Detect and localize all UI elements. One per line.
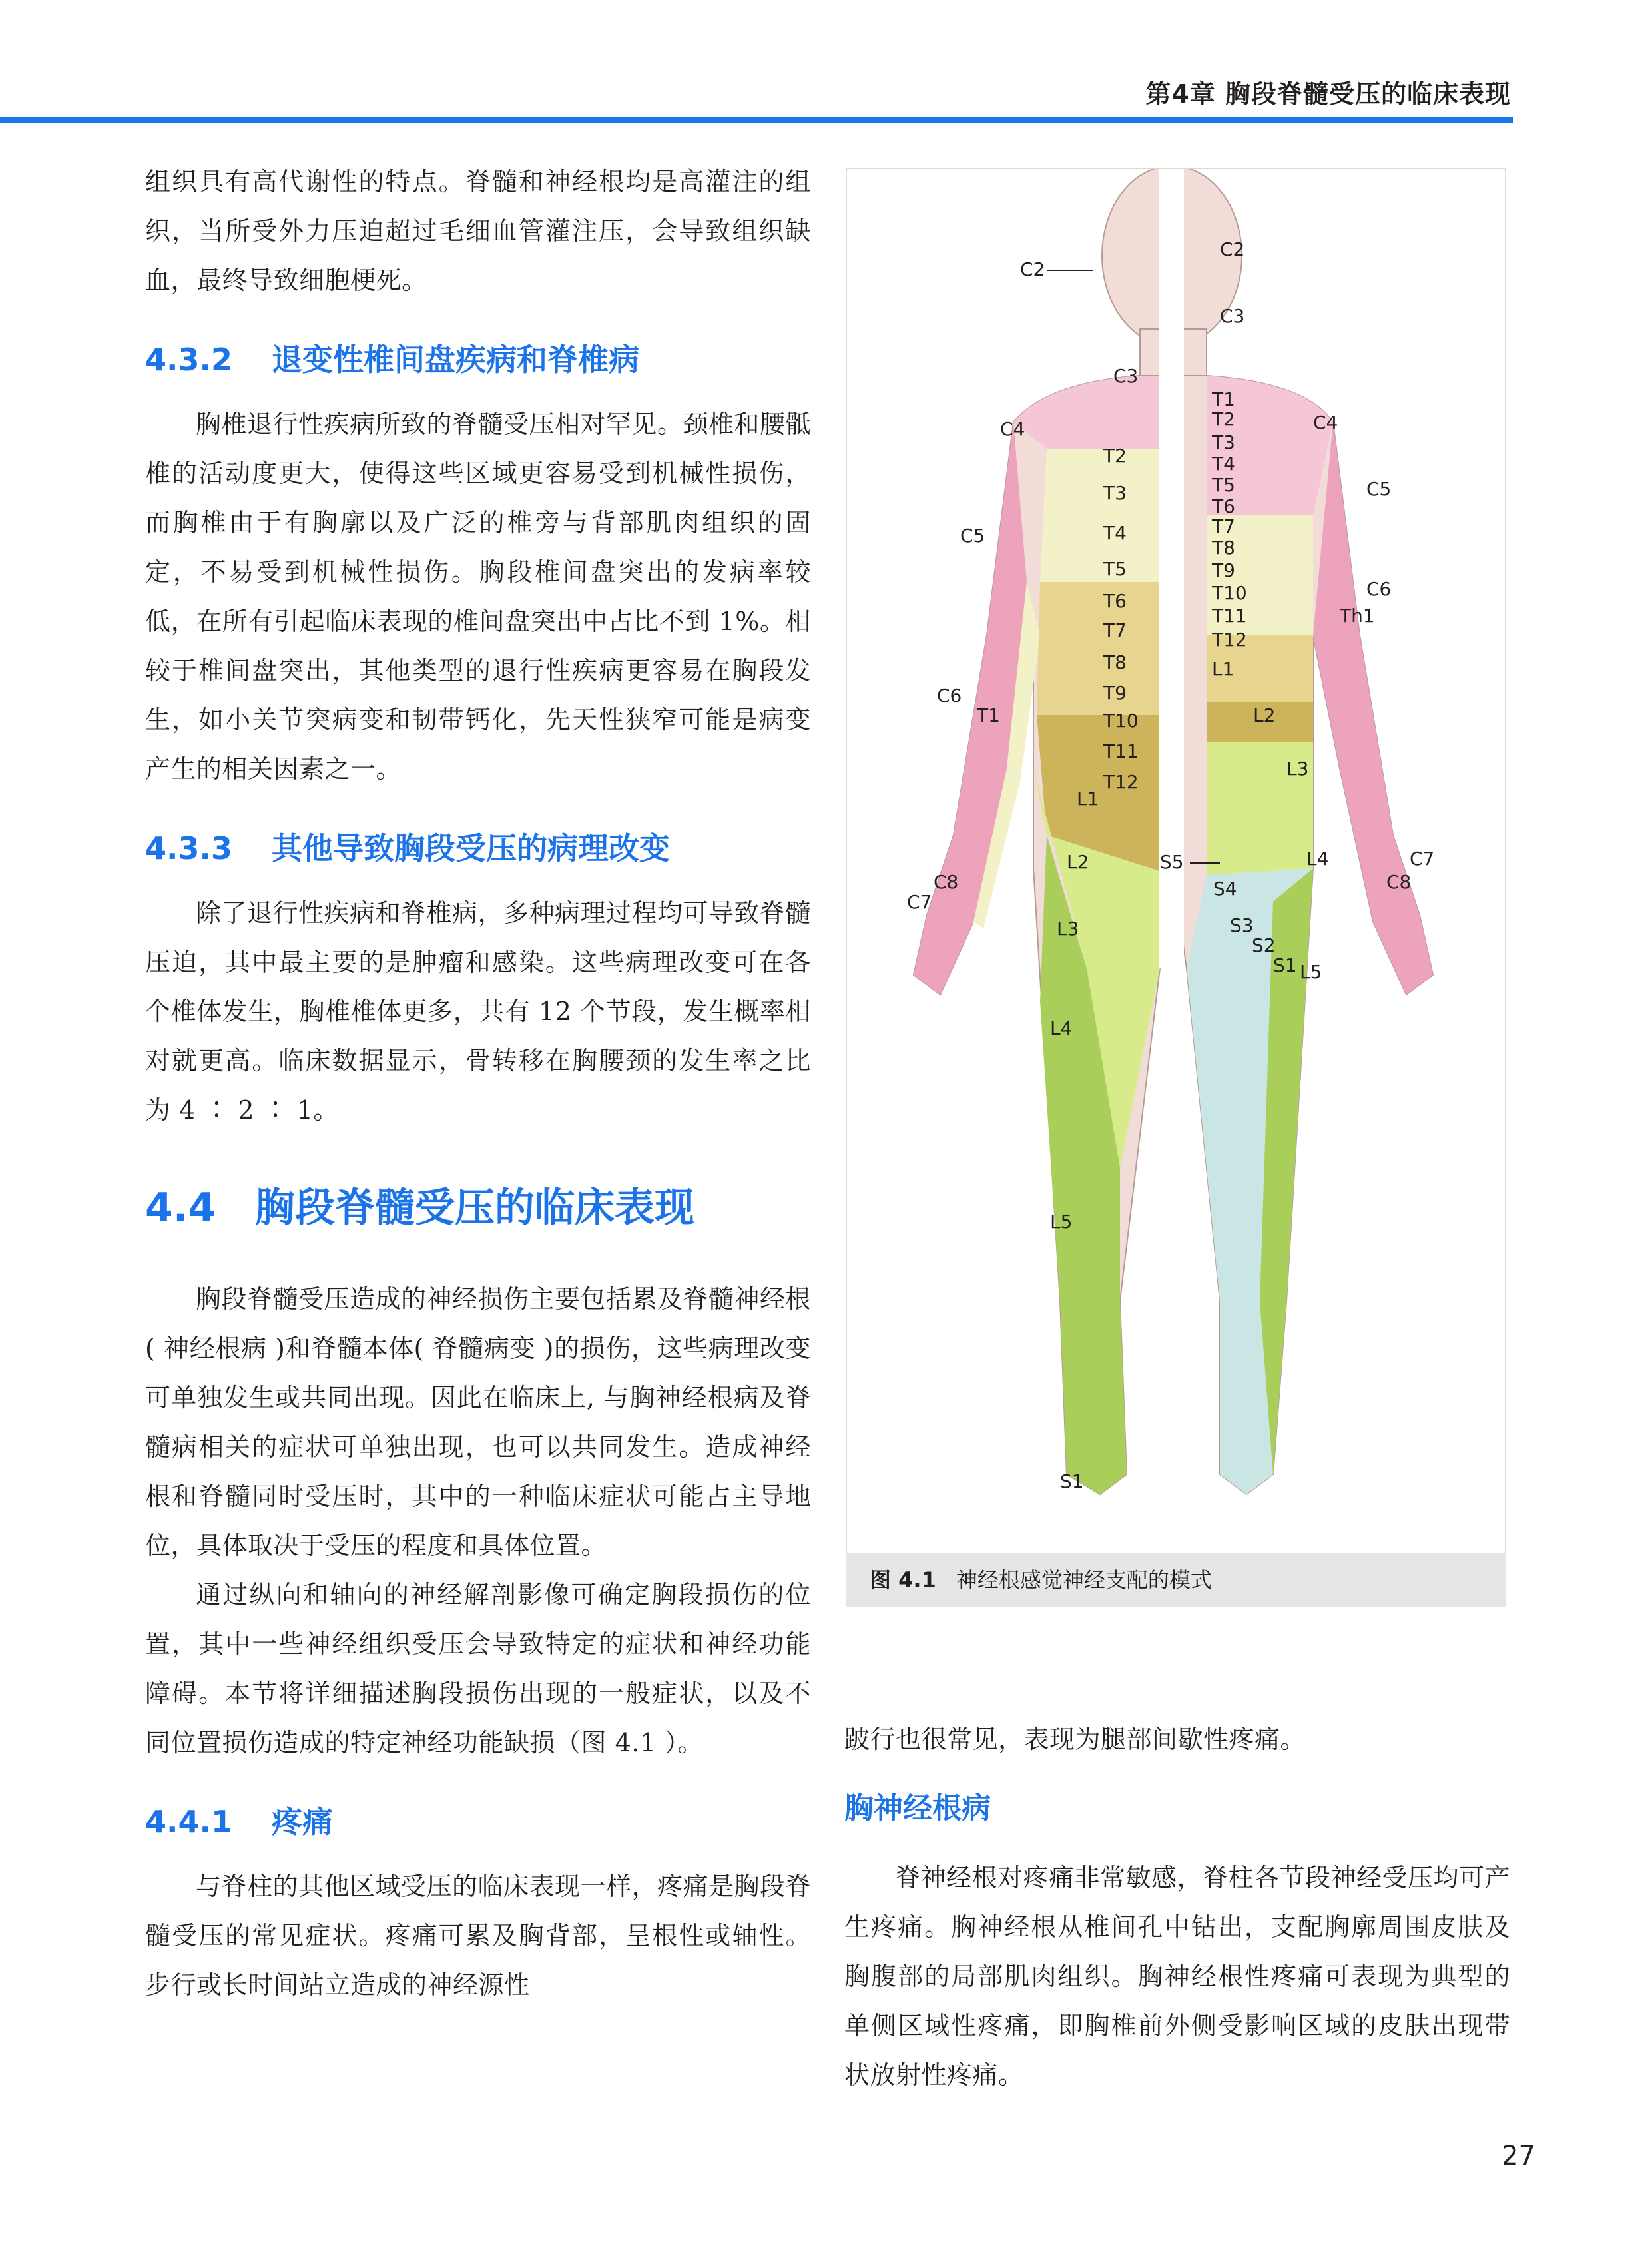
label-s2-right: S2 <box>1252 934 1276 956</box>
section-number: 4.3.2 <box>145 342 232 378</box>
label-t3-right: T3 <box>1212 431 1235 453</box>
section-4-4-paragraph-2: 通过纵向和轴向的神经解剖影像可确定胸段损伤的位置，其中一些神经组织受压会导致特定的症状和神经功能障碍。本节将详细描述胸段损伤出现的一般症状，以及不同位置损伤造成的特定神经功能缺损（图 4.1 ）。 <box>145 1580 811 1757</box>
label-t10-left: T10 <box>1103 710 1139 732</box>
label-t12-left: T12 <box>1103 771 1139 793</box>
label-l1-left: L1 <box>1077 788 1099 810</box>
section-title: 疼痛 <box>272 1804 333 1840</box>
label-s5-right: S5 <box>1160 851 1184 873</box>
section-title: 其他导致胸段受压的病理改变 <box>272 830 670 866</box>
label-l5-right: L5 <box>1300 961 1322 983</box>
section-4-4-paragraph-1: 胸段脊髓受压造成的神经损伤主要包括累及脊髓神经根( 神经根病 )和脊髓本体( 脊髓病变 )的损伤，这些病理改变可单独发生或共同出现。因此在临床上, 与胸神经根病及脊髓病相关的症状可单独出现，也可以共同发生。造成神经根和脊髓同时受压时，其中的一种临床症状可能占主导地位，具体取决于受压的程度和具体位置。 <box>145 1284 812 1560</box>
label-c4-right: C4 <box>1313 412 1338 433</box>
label-t9-right: T9 <box>1212 559 1235 581</box>
label-t6-right: T6 <box>1212 495 1235 517</box>
figure-caption-text: 神经根感觉神经支配的模式 <box>956 1567 1212 1593</box>
label-th1-right: Th1 <box>1340 605 1375 627</box>
continuation-paragraph: 跛行也很常见，表现为腿部间歇性疼痛。 <box>844 1725 1306 1754</box>
label-t2-right: T2 <box>1212 408 1235 430</box>
label-s4-right: S4 <box>1213 878 1237 900</box>
label-t8-left: T8 <box>1103 651 1127 673</box>
label-c3-left: C3 <box>1113 365 1139 387</box>
intro-paragraph: 组织具有高代谢性的特点。脊髓和神经根均是高灌注的组织，当所受外力压迫超过毛细血管灌注压，会导致组织缺血，最终导致细胞梗死。 <box>145 167 811 295</box>
label-c5-right: C5 <box>1366 478 1392 500</box>
section-number: 4.4.1 <box>145 1804 232 1840</box>
thoracic-radiculopathy-heading: 胸神经根病 <box>844 1791 991 1825</box>
cervical-band <box>1013 376 1172 449</box>
label-c2-right: C2 <box>1220 238 1245 260</box>
label-t7-right: T7 <box>1212 515 1235 537</box>
section-4-4-1-paragraph: 与脊柱的其他区域受压的临床表现一样，疼痛是胸段脊髓受压的常见症状。疼痛可累及胸背部，呈根性或轴性。步行或长时间站立造成的神经源性 <box>145 1872 812 2000</box>
label-c8-right: C8 <box>1386 871 1412 893</box>
center-divider <box>1159 169 1184 968</box>
label-c2-left: C2 <box>1020 258 1045 280</box>
figure-caption <box>846 1553 1506 1607</box>
label-c7-left: C7 <box>907 891 932 913</box>
label-l4-right: L4 <box>1306 848 1329 870</box>
label-c5-left: C5 <box>960 525 985 547</box>
section-number: 4.4 <box>145 1185 216 1231</box>
chapter-header-title: 第4章 胸段脊髓受压的临床表现 <box>1145 79 1511 109</box>
figure-number: 图 4.1 <box>870 1567 936 1593</box>
label-t4-left: T4 <box>1103 522 1127 544</box>
label-c7-right: C7 <box>1410 848 1435 870</box>
label-l1-right: L1 <box>1212 658 1235 680</box>
label-l3-left: L3 <box>1057 918 1079 940</box>
label-l4-left: L4 <box>1050 1017 1073 1039</box>
label-t8-right: T8 <box>1212 537 1235 559</box>
label-t6-left: T6 <box>1103 590 1127 612</box>
dermatome-illustration <box>847 169 1505 1551</box>
label-t5-left: T5 <box>1103 558 1127 580</box>
thoracic-radiculopathy-paragraph: 脊神经根对疼痛非常敏感，脊柱各节段神经受压均可产生疼痛。胸神经根从椎间孔中钻出，支配胸廓周围皮肤及胸腹部的局部肌肉组织。胸神经根性疼痛可表现为典型的单侧区域性疼痛，即胸椎前外侧受影响区域的皮肤出现带状放射性疼痛。 <box>844 1863 1511 2090</box>
label-t10-right: T10 <box>1212 582 1247 604</box>
label-c3-right: C3 <box>1220 305 1245 327</box>
figure-dermatome-map <box>846 168 1506 1606</box>
section-title: 退变性椎间盘疾病和脊椎病 <box>272 342 639 378</box>
section-number: 4.3.3 <box>145 830 232 866</box>
label-t9-left: T9 <box>1103 682 1127 704</box>
section-title: 胸段脊髓受压的临床表现 <box>255 1185 694 1231</box>
label-c4-left: C4 <box>1000 418 1025 440</box>
section-4-4-1-heading <box>145 1798 811 1842</box>
page-number: 27 <box>1502 2141 1535 2171</box>
label-t4-right: T4 <box>1212 453 1235 475</box>
section-4-4-heading <box>145 1176 811 1233</box>
label-t1-right: T1 <box>1212 388 1235 410</box>
label-s1-right: S1 <box>1273 954 1297 976</box>
label-t12-right: T12 <box>1212 629 1247 651</box>
label-s3-right: S3 <box>1230 914 1254 936</box>
label-l2-left: L2 <box>1067 851 1089 873</box>
label-l3-right: L3 <box>1286 758 1309 780</box>
label-s1-left: S1 <box>1060 1470 1084 1492</box>
label-c6-left: C6 <box>937 685 962 706</box>
section-4-3-2-heading <box>145 336 811 380</box>
section-4-3-3-heading <box>145 824 811 868</box>
label-t2-left: T2 <box>1103 445 1127 467</box>
label-t11-right: T11 <box>1212 605 1247 627</box>
label-t3-left: T3 <box>1103 482 1127 504</box>
label-t7-left: T7 <box>1103 619 1127 641</box>
label-t5-right: T5 <box>1212 474 1235 496</box>
label-l5-left: L5 <box>1050 1211 1073 1233</box>
left-column <box>145 157 811 2010</box>
section-4-3-3-paragraph: 除了退行性疾病和脊椎病，多种病理过程均可导致脊髓压迫，其中最主要的是肿瘤和感染。这些病理改变可在各个椎体发生，胸椎椎体更多，共有 12 个节段，发生概率相对就更高。临床数据显示，骨转移在胸腰颈的发生率之比为 4 ∶ 2 ∶ 1。 <box>145 898 812 1125</box>
arm-band-right <box>1313 422 1433 995</box>
label-l2-right: L2 <box>1253 704 1276 726</box>
section-4-3-2-paragraph: 胸椎退行性疾病所致的脊髓受压相对罕见。颈椎和腰骶椎的活动度更大，使得这些区域更容易受到机械性损伤，而胸椎由于有胸廓以及广泛的椎旁与背部肌肉组织的固定，不易受到机械性损伤。胸段椎间盘突出的发病率较低，在所有引起临床表现的椎间盘突出中占比不到 1%。相较于椎间盘突出，其他类型的退行性疾病更容易在胸段发生，如小关节突病变和韧带钙化，先天性狭窄可能是病变产生的相关因素之一。 <box>145 410 812 784</box>
label-t1-left: T1 <box>977 704 1000 726</box>
label-t11-left: T11 <box>1103 740 1139 762</box>
label-c6-right: C6 <box>1366 578 1392 600</box>
header-rule <box>0 117 1513 123</box>
label-c8-left: C8 <box>934 871 959 893</box>
right-column <box>844 1715 1510 2100</box>
